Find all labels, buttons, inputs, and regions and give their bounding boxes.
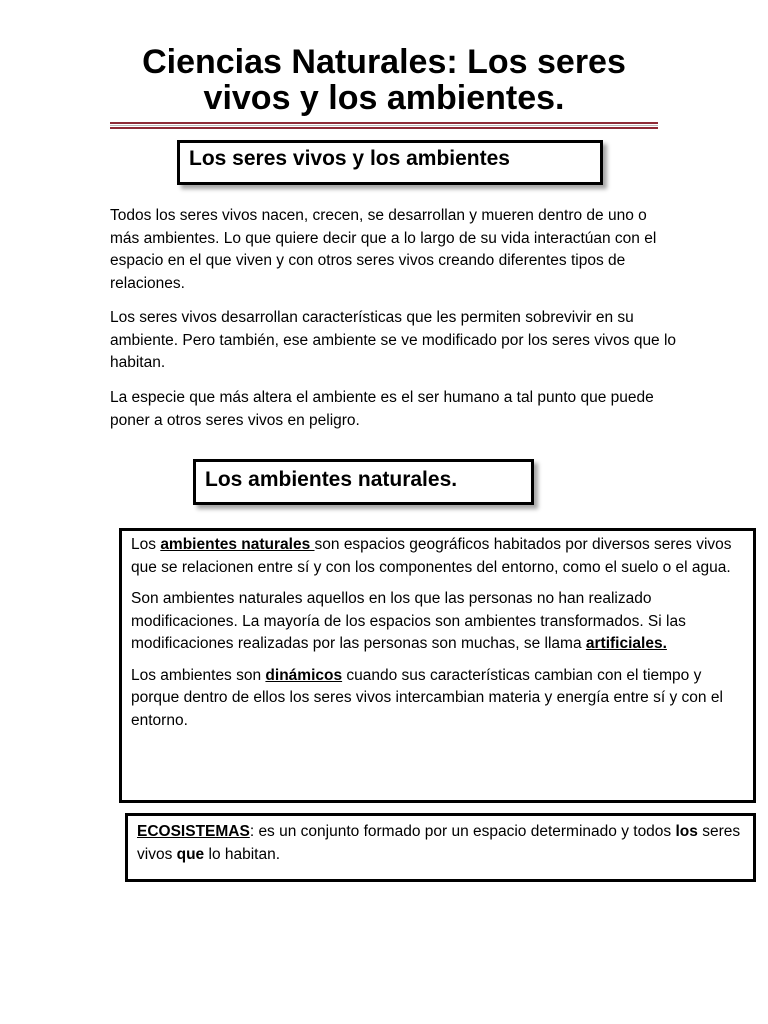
intro-paragraph-1: Todos los seres vivos nacen, crecen, se desarrollan y mueren dentro de uno o más ambientes. Lo que quiere decir que a lo largo de su vida interactúan con el espacio en el que viven y con otros seres vivos creando diferentes tipos de relaciones. [110,207,657,292]
dinamicos-paragraph [131,665,744,733]
text-span: son espacios geográficos habitados por diversos seres vivos que se relacionen entre sí y con los componentes del entorno, como el suelo o el agua. [131,536,732,576]
text-span: Los [131,536,161,553]
text-span: Los ambientes son [131,666,266,684]
text-span: seres vivos [137,823,741,863]
term-ambientes-naturales: ambientes naturales [160,536,315,553]
section-heading-ambientes-naturales: Los ambientes naturales. [193,459,534,505]
definition-paragraph [131,534,744,579]
modificaciones-paragraph [131,588,744,656]
text-span: : es un conjunto formado por un espacio determinado y todos [249,823,676,840]
ecosistemas-box [125,813,756,882]
ecosistemas-definition [137,821,744,866]
text-span: Son ambientes naturales aquellos en los que las personas no han realizado modificaciones. La mayoría de los espacios son ambientes transformados. Si las modificaciones realizadas por las personas son muchas, se llama [131,590,686,652]
page-title [60,44,708,116]
title-line-2: vivos y los ambientes. [203,79,565,117]
bold-word: que [176,845,205,863]
intro-paragraph-2: Los seres vivos desarrollan características que les permiten sobrevivir en su ambiente. Pero también, ese ambiente se ve modificado por los seres vivos que lo habitan. [110,309,677,371]
ambientes-naturales-box [119,528,756,803]
text-span: lo habitan. [204,845,281,863]
term-dinamicos: dinámicos [265,666,343,684]
title-divider [110,122,658,129]
title-line-1: Ciencias Naturales: Los seres [142,43,626,81]
text-span: cuando sus características cambian con el tiempo y porque dentro de ellos los seres vivos intercambian materia y energía entre sí y con el entorno. [131,666,723,729]
term-ecosistemas: ECOSISTEMAS [137,823,250,840]
term-artificiales: artificiales. [585,635,667,652]
section-heading-seres-vivos: Los seres vivos y los ambientes [177,140,603,185]
intro-paragraph-3: La especie que más altera el ambiente es el ser humano a tal punto que puede poner a otros seres vivos en peligro. [110,389,654,429]
bold-word: los [675,823,698,840]
